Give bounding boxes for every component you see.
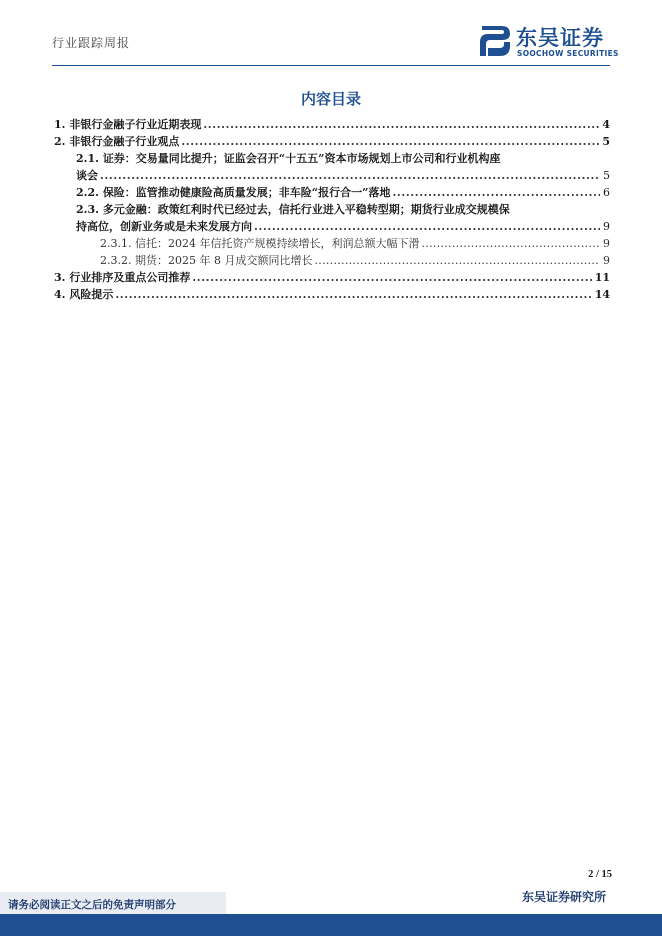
toc-dot-leader bbox=[203, 116, 600, 133]
toc-entry-number: 2.2. bbox=[76, 186, 99, 199]
header-divider bbox=[52, 65, 610, 66]
toc-entry-number: 2. bbox=[54, 135, 66, 148]
toc-dot-leader bbox=[314, 252, 600, 269]
report-type-label: 行业跟踪周报 bbox=[52, 36, 131, 50]
research-institute-name: 东吴证券研究所 bbox=[521, 890, 606, 904]
toc-entry-page: 9 bbox=[603, 237, 610, 250]
toc-entry-page: 9 bbox=[603, 220, 610, 233]
logo-text-cn: 东吴证券 bbox=[516, 26, 604, 50]
toc-dot-leader bbox=[100, 167, 600, 184]
toc-entry-number: 2.1. bbox=[76, 152, 99, 165]
toc-entry-2-1[interactable] bbox=[54, 150, 610, 184]
toc-entry-page: 5 bbox=[602, 135, 610, 148]
logo-mark-icon bbox=[476, 22, 514, 60]
toc-entry-page: 11 bbox=[594, 271, 610, 284]
toc-entry-title: 非银行金融子行业近期表现 bbox=[69, 118, 202, 131]
table-of-contents bbox=[54, 116, 610, 303]
toc-dot-leader bbox=[192, 269, 592, 286]
toc-entry-title: 信托：2024 年信托资产规模持续增长，利润总额大幅下滑 bbox=[135, 237, 420, 250]
toc-entry-title: 保险：监管推动健康险高质量发展；非车险“报行合一”落地 bbox=[102, 186, 391, 199]
toc-entry-number: 2.3.2. bbox=[100, 254, 132, 267]
footer-bar bbox=[0, 914, 662, 936]
toc-entry-2-3-2[interactable] bbox=[54, 252, 610, 269]
toc-entry-2-3[interactable] bbox=[54, 201, 610, 235]
toc-entry-number: 2.3. bbox=[76, 203, 99, 216]
toc-entry-title: 风险提示 bbox=[69, 288, 114, 301]
toc-entry-page: 6 bbox=[603, 186, 610, 199]
toc-entry-1[interactable] bbox=[54, 116, 610, 133]
page-number: 2 / 15 bbox=[588, 869, 612, 880]
toc-entry-number: 2.3.1. bbox=[100, 237, 132, 250]
toc-entry-title-line2: 持高位，创新业务或是未来发展方向 bbox=[76, 220, 252, 233]
toc-entry-2-3-1[interactable] bbox=[54, 235, 610, 252]
company-logo bbox=[476, 22, 626, 62]
toc-entry-page: 4 bbox=[602, 118, 610, 131]
toc-entry-number: 4. bbox=[54, 288, 66, 301]
toc-entry-page: 14 bbox=[594, 288, 610, 301]
logo-text-en: SOOCHOW SECURITIES bbox=[517, 49, 619, 58]
toc-entry-2-2[interactable] bbox=[54, 184, 610, 201]
toc-dot-leader bbox=[392, 184, 600, 201]
toc-dot-leader bbox=[115, 286, 592, 303]
toc-dot-leader bbox=[254, 218, 600, 235]
toc-entry-3[interactable] bbox=[54, 269, 610, 286]
disclaimer-notice: 请务必阅读正文之后的免责声明部分 bbox=[0, 892, 226, 918]
toc-dot-leader bbox=[422, 235, 601, 252]
toc-dot-leader bbox=[181, 133, 600, 150]
toc-entry-title: 期货：2025 年 8 月成交额同比增长 bbox=[135, 254, 313, 267]
toc-entry-4[interactable] bbox=[54, 286, 610, 303]
toc-entry-page: 9 bbox=[603, 254, 610, 267]
toc-entry-title: 行业排序及重点公司推荐 bbox=[69, 271, 191, 284]
toc-entry-number: 1. bbox=[54, 118, 66, 131]
toc-entry-title: 非银行金融子行业观点 bbox=[69, 135, 180, 148]
toc-entry-number: 3. bbox=[54, 271, 66, 284]
toc-entry-title-line1: 多元金融：政策红利时代已经过去，信托行业进入平稳转型期；期货行业成交规模保 bbox=[102, 203, 510, 216]
toc-entry-title-line1: 证券：交易量同比提升；证监会召开“十五五”资本市场规划上市公司和行业机构座 bbox=[102, 152, 501, 165]
toc-title: 内容目录 bbox=[300, 90, 361, 108]
toc-entry-page: 5 bbox=[603, 169, 610, 182]
toc-entry-2[interactable] bbox=[54, 133, 610, 150]
toc-entry-title-line2: 谈会 bbox=[76, 169, 98, 182]
